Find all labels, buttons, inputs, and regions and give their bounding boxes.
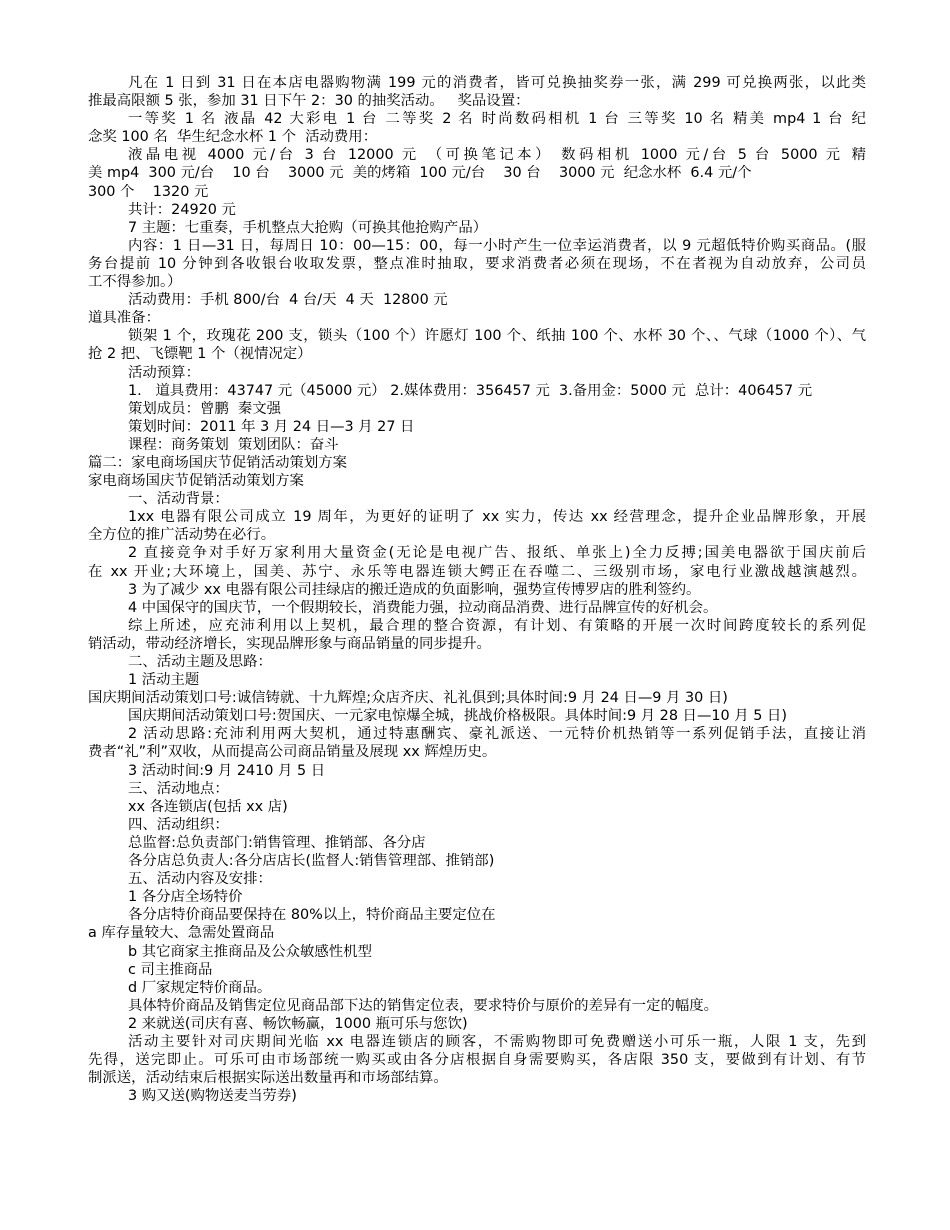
text-line: 策划时间：2011 年 3 月 24 日—3 月 27 日: [128, 418, 415, 435]
text-line: 国庆期间活动策划口号:贺国庆、一元家电惊爆全城，挑战价格极限。具体时间:9 月 28 日—10 月 5 日): [128, 708, 787, 725]
text-line: 总监督:总负责部门:销售管理、推销部、各分店: [128, 834, 426, 851]
text-line: 全方位的推广活动势在必行。: [88, 527, 276, 544]
text-line: d 厂家规定特价商品。: [128, 979, 272, 996]
text-line: 先得，送完即止。可乐可由市场部统一购买或由各分店根据自身需要购买，各店限 350 支，要做到有计划、有节: [88, 1052, 866, 1069]
text-line: xx 各连锁店(包括 xx 店): [128, 798, 288, 815]
text-line: a 库存量较大、急需处置商品: [88, 925, 275, 942]
text-line: c 司主推商品: [128, 961, 213, 978]
text-line: 活动预算：: [128, 364, 200, 381]
text-line: 1xx 电器有限公司成立 19 周年，为更好的证明了 xx 实力，传达 xx 经营理念，提升企业品牌形象，开展: [128, 509, 866, 526]
text-line: 凡在 1 日到 31 日在本店电器购物满 199 元的消费者，皆可兑换抽奖券一张，满 299 可兑换两张，以此类: [128, 75, 866, 91]
text-line: 内容：1 日—31 日，每周日 10：00—15：00，每一小时产生一位幸运消费者，以 9 元超低特价购买商品。(服: [128, 237, 866, 254]
text-line: 2 活动思路:充沛利用两大契机，通过特惠酬宾、豪礼派送、一元特价机热销等一系列促销手法，直接让消: [128, 726, 866, 743]
text-line: 推最高限额 5 张，参加 31 日下午 2：30 的抽奖活动。 奖品设置：: [88, 93, 530, 110]
text-line: 销活动，带动经济增长，实现品牌形象与商品销量的同步提升。: [88, 635, 491, 652]
text-line: 活动主要针对司庆期间光临 xx 电器连锁店的顾客，不需购物即可免费赠送小可乐一瓶，人限 1 支，先到: [128, 1033, 866, 1050]
text-line: 一、活动背景：: [128, 491, 229, 508]
text-line: 3 活动时间:9 月 2410 月 5 日: [128, 762, 326, 779]
text-line: 综上所述，应充沛利用以上契机，最合理的整合资源，有计划、有策略的开展一次时间跨度较长的系列促: [128, 617, 866, 634]
document-page: [88, 74, 866, 1105]
text-line: 7 主题：七重奏，手机整点大抢购（可换其他抢购产品）: [128, 219, 488, 236]
text-line: 共计：24920 元: [128, 201, 236, 218]
text-line: 念奖 100 名 华生纪念水杯 1 个 活动费用：: [88, 129, 378, 146]
text-line: 3 为了减少 xx 电器有限公司挂绿店的搬迁造成的负面影响，强势宣传博罗店的胜利签约。: [128, 581, 701, 598]
text-line: 各分店特价商品要保持在 80%以上，特价商品主要定位在: [128, 907, 496, 924]
text-line: 2 直接竞争对手好万家利用大量资金(无论是电视广告、报纸、单张上)全力反搏;国美电器欲于国庆前后: [128, 545, 866, 562]
text-line: 1. 道具费用：43747 元（45000 元） 2.媒体费用：356457 元 3.备用金：5000 元 总计：406457 元: [128, 382, 813, 399]
text-line: 2 来就送(司庆有喜、畅饮畅赢，1000 瓶可乐与您饮): [128, 1015, 468, 1032]
text-line: 一等奖 1 名 液晶 42 大彩电 1 台 二等奖 2 名 时尚数码相机 1 台 三等奖 10 名 精美 mp4 1 台 纪: [128, 111, 866, 128]
text-line: 四、活动组织：: [128, 816, 229, 833]
text-line: b 其它商家主推商品及公众敏感性机型: [128, 943, 372, 960]
text-line: 抢 2 把、飞镖靶 1 个（视情况定）: [88, 346, 312, 363]
text-line: 家电商场国庆节促销活动策划方案: [88, 473, 304, 490]
text-line: 1 活动主题: [128, 672, 200, 689]
text-line: 篇二：家电商场国庆节促销活动策划方案: [88, 454, 348, 471]
text-line: 各分店总负责人:各分店店长(监督人:销售管理部、推销部): [128, 853, 495, 870]
text-line: 务台提前 10 分钟到各收银台收取发票，整点准时抽取，要求消费者必须在现场，不在者视为自动放弃，公司员: [88, 255, 866, 272]
text-line: 具体特价商品及销售定位见商品部下达的销售定位表，要求特价与原价的差异有一定的幅度。: [128, 997, 719, 1014]
text-line: 二、活动主题及思路：: [128, 654, 272, 670]
text-line: 活动费用：手机 800/台 4 台/天 4 天 12800 元: [128, 292, 448, 309]
text-line: 道具准备：: [88, 310, 160, 327]
text-line: 4 中国保守的国庆节，一个假期较长，消费能力强，拉动商品消费、进行品牌宣传的好机会。: [128, 599, 718, 616]
text-line: 国庆期间活动策划口号:诚信铸就、十九辉煌;众店齐庆、礼礼俱到;具体时间:9 月 24 日—9 月 30 日): [88, 690, 728, 707]
text-line: 制派送，活动结束后根据实际送出数量再和市场部结算。: [88, 1070, 448, 1087]
text-line: 在 xx 开业;大环境上，国美、苏宁、永乐等电器连锁大鳄正在吞噬二、三级别市场，家电行业激战越演越烈。: [88, 563, 866, 580]
text-line: 美 mp4 300 元/台 10 台 3000 元 美的烤箱 100 元/台 30 台 3000 元 纪念水杯 6.4 元/个: [88, 165, 752, 182]
text-line: 锁架 1 个，玫瑰花 200 支，锁头（100 个）许愿灯 100 个、纸抽 100 个、水杯 30 个、、气球（1000 个）、气: [128, 328, 866, 345]
text-line: 300 个 1320 元: [88, 183, 209, 200]
text-line: 费者“礼”利”双收，从而提高公司商品销量及展现 xx 辉煌历史。: [88, 744, 497, 761]
text-line: 液晶电视 4000 元/台 3 台 12000 元 （可换笔记本） 数码相机 1000 元/台 5 台 5000 元 精: [128, 147, 866, 164]
text-line: 3 购又送(购物送麦当劳券): [128, 1088, 297, 1105]
text-line: 五、活动内容及安排：: [128, 871, 272, 888]
text-line: 工不得参加。）: [88, 274, 182, 291]
text-line: 1 各分店全场特价: [128, 889, 243, 906]
text-line: 三、活动地点：: [128, 780, 229, 797]
text-line: 课程：商务策划 策划团队：奋斗: [128, 436, 339, 453]
text-line: 策划成员：曾鹏 秦文强: [128, 400, 282, 417]
